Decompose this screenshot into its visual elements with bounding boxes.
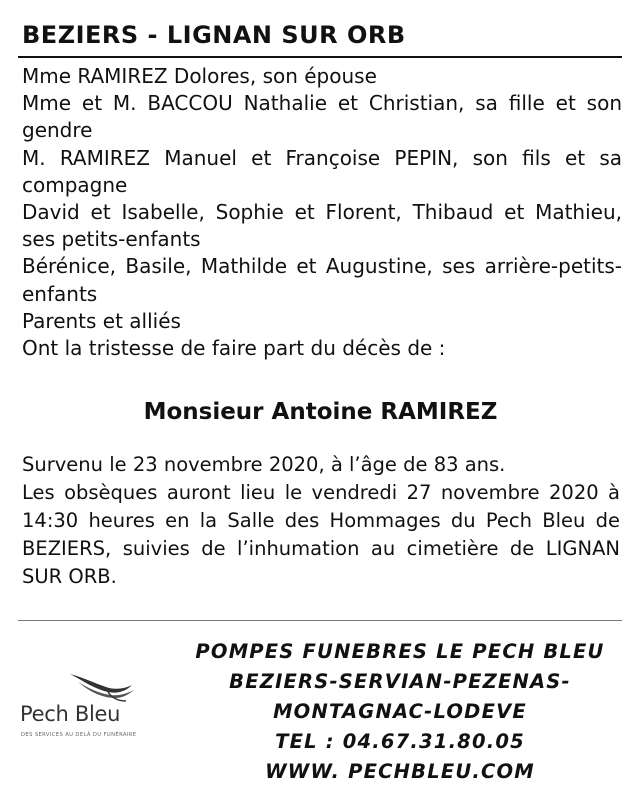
funeral-home-towns-2: MONTAGNAC-LODEVE [273, 700, 527, 723]
logo-tagline: DES SERVICES AU DELÀ DU FUNÉRAIRE [21, 732, 137, 738]
ceremony-info-line: Les obsèques auront lieu le vendredi 27 novembre 2020 à 14:30 heures en la Salle des Hommages du Pech Bleu de BEZIERS, suivies de l’inhumation au cimetière de LIGNAN SUR ORB. [22, 481, 620, 588]
announcement-line: Ont la tristesse de faire part du décès de : [22, 336, 446, 361]
family-entry-son: M. RAMIREZ Manuel et Françoise PEPIN, son fils et sa compagne [22, 145, 622, 197]
deceased-name: Monsieur Antoine RAMIREZ [143, 399, 498, 425]
family-entry-grandchildren: David et Isabelle, Sophie et Florent, Thibaud et Mathieu, ses petits-enfants [22, 200, 622, 252]
funeral-home-name: POMPES FUNEBRES LE PECH BLEU [195, 640, 605, 663]
funeral-home-website: WWW. PECHBLEU.COM [265, 760, 535, 783]
funeral-home-towns-1: BEZIERS-SERVIAN-PEZENAS- [229, 670, 571, 693]
funeral-details [22, 451, 620, 591]
title-divider [18, 56, 622, 58]
logo-brand-name: Pech Bleu [20, 702, 121, 726]
family-entry-relatives: Parents et alliés [22, 308, 181, 333]
family-entry-great-grandchildren: Bérénice, Basile, Mathilde et Augustine, ses arrière-petits-enfants [22, 254, 622, 306]
pech-bleu-logo [20, 668, 175, 748]
funeral-home-info [170, 637, 630, 787]
family-list [22, 63, 622, 362]
footer-divider [18, 620, 622, 621]
family-entry-spouse: Mme RAMIREZ Dolores, son épouse [22, 64, 377, 88]
death-date-line: Survenu le 23 novembre 2020, à l’âge de 83 ans. [22, 453, 506, 476]
bird-logo-icon [68, 668, 138, 704]
family-entry-daughter: Mme et M. BACCOU Nathalie et Christian, sa fille et son gendre [22, 91, 622, 143]
funeral-home-phone: TEL : 04.67.31.80.05 [275, 730, 525, 753]
notice-location-title: BEZIERS - LIGNAN SUR ORB [22, 21, 406, 49]
